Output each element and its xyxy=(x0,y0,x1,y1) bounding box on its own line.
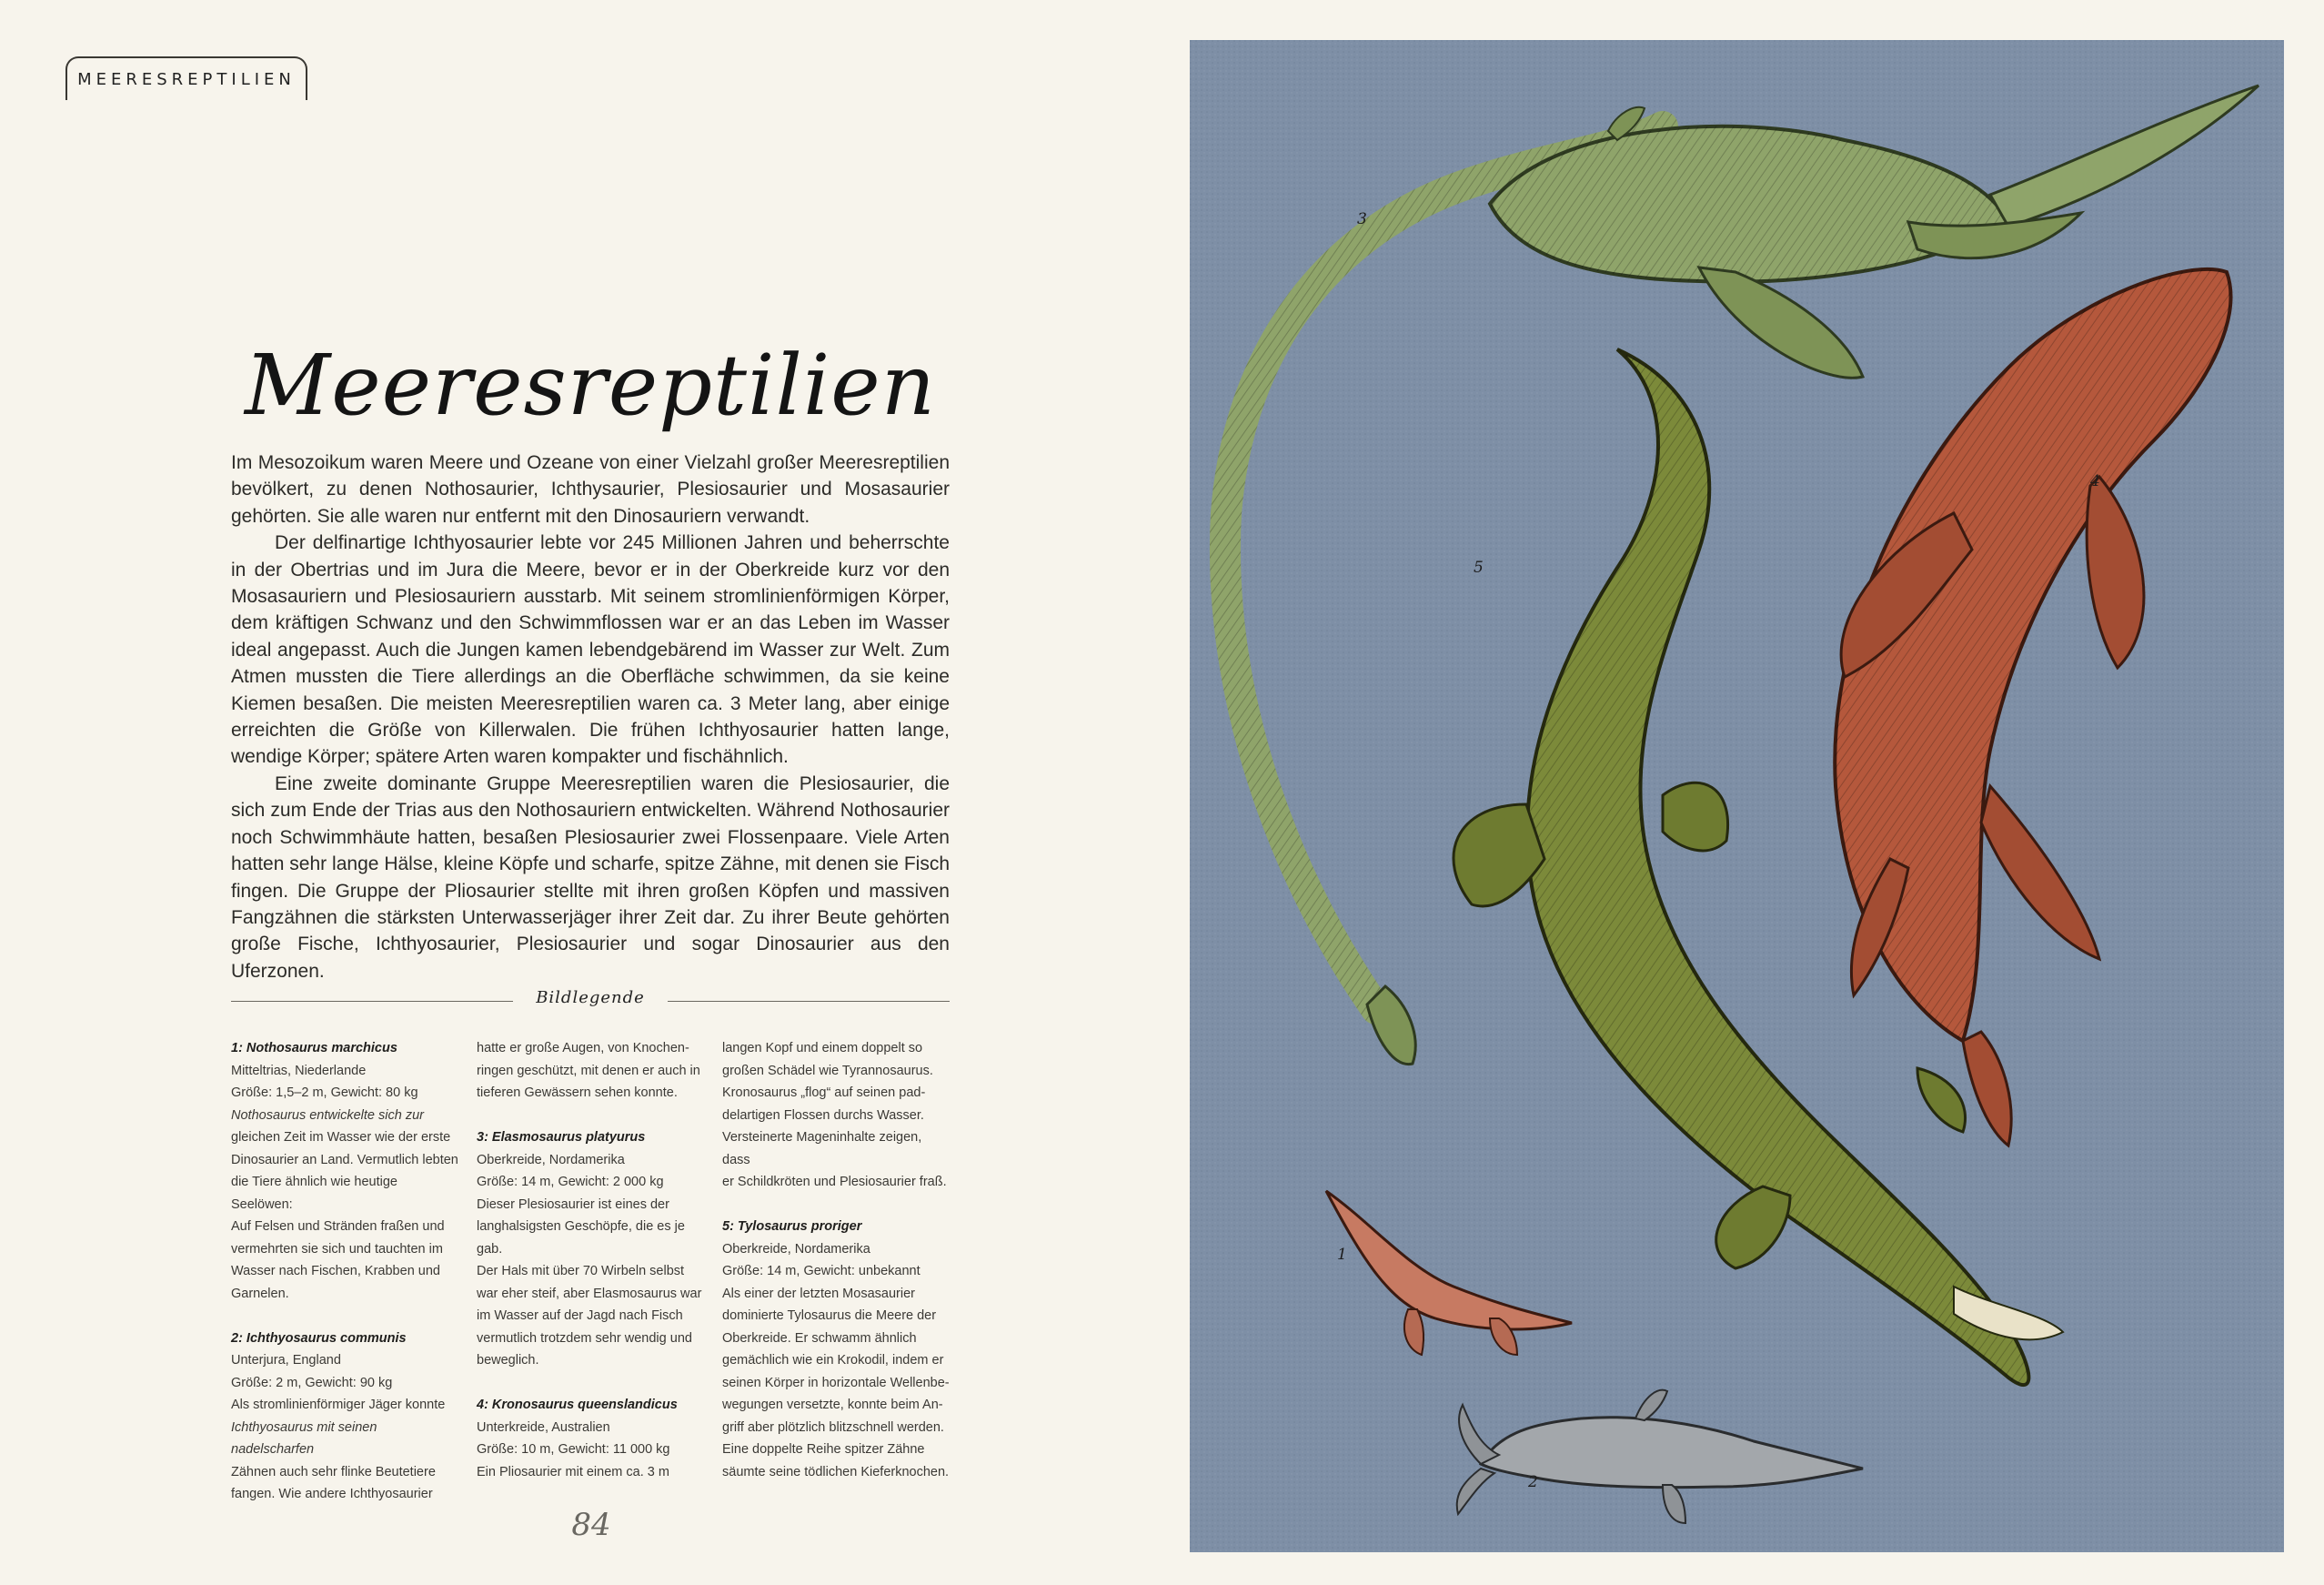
illustration-plate xyxy=(1190,40,2284,1552)
legend-column-2 xyxy=(477,1037,704,1506)
legend-line: Größe: 1,5–2 m, Gewicht: 80 kg xyxy=(231,1085,418,1100)
legend-line: Nothosaurus entwickelte sich zur xyxy=(231,1107,424,1123)
legend-line: Oberkreide, Nordamerika xyxy=(722,1241,870,1257)
paragraph-3: Eine zweite dominante Gruppe Meeresreptilien waren die Plesiosaurier, die sich zum Ende der Trias aus den Nothosauriern entwickelten. Während Nothosaurier noch Schwimmhäute hatten, besaßen Plesiosaurier zwei Flossenpaare. Viele Arten hatten sehr lange Hälse, kleine Köpfe und scharfe, spitze Zähne, mit denen sie Fisch fingen. Die Gruppe der Pliosaurier stellte mit ihren großen Köpfen und massiven Fangzähnen die stärksten Unterwasserjäger ihrer Zeit dar. Zu ihrer Beute gehörten große Fische, Ichthyosaurier, Plesiosaurier und sogar Dinosaurier aus den Uferzonen. xyxy=(231,772,950,982)
legend-line: Dieser Plesiosaurier ist eines der xyxy=(477,1196,669,1212)
legend-line: hatte er große Augen, von Knochen- xyxy=(477,1041,689,1055)
legend-line: säumte seine tödlichen Kieferknochen. xyxy=(722,1464,950,1479)
legend-line: Größe: 14 m, Gewicht: 2 000 kg xyxy=(477,1175,664,1189)
legend-line: Größe: 10 m, Gewicht: 11 000 kg xyxy=(477,1442,670,1457)
legend-entry-1 xyxy=(231,1037,458,1305)
legend-line: ringen geschützt, mit denen er auch in xyxy=(477,1063,700,1078)
legend-line: großen Schädel wie Tyrannosaurus. xyxy=(722,1063,933,1078)
legend-entry-2 xyxy=(231,1328,458,1506)
legend-line: delartigen Flossen durchs Wasser. xyxy=(722,1107,924,1123)
legend-line: tieferen Gewässern sehen konnte. xyxy=(477,1085,678,1100)
legend-line: vermehrten sie sich und tauchten im xyxy=(231,1241,443,1257)
legend-line: Der Hals mit über 70 Wirbeln selbst xyxy=(477,1264,685,1278)
legend-entry-4-cont xyxy=(722,1037,950,1194)
section-tab xyxy=(65,56,307,100)
legend-entry-heading: 4: Kronosaurus queenslandicus xyxy=(477,1398,678,1412)
figure-label-3: 3 xyxy=(1357,210,1367,228)
legend-entry-heading: 1: Nothosaurus marchicus xyxy=(231,1041,397,1055)
legend-line: langhalsigsten Geschöpfe, die es je gab. xyxy=(477,1219,685,1257)
legend-line: griff aber plötzlich blitzschnell werden. xyxy=(722,1419,944,1435)
legend-line: Größe: 2 m, Gewicht: 90 kg xyxy=(231,1375,393,1390)
figure-label-4: 4 xyxy=(2090,472,2100,490)
legend-line: Eine doppelte Reihe spitzer Zähne xyxy=(722,1442,925,1457)
legend-line: Mitteltrias, Niederlande xyxy=(231,1063,367,1078)
legend-entry-3 xyxy=(477,1126,704,1372)
legend-entry-heading: 2: Ichthyosaurus communis xyxy=(231,1330,407,1346)
figure-label-5: 5 xyxy=(1474,559,1484,577)
legend-line: Unterkreide, Australien xyxy=(477,1419,610,1435)
legend-line: dominierte Tylosaurus die Meere der xyxy=(722,1308,937,1323)
legend-line: wegungen versetzte, konnte beim An- xyxy=(722,1398,943,1412)
legend-line: gemächlich wie ein Krokodil, indem er xyxy=(722,1353,944,1368)
legend-line: er Schildkröten und Plesiosaurier fraß. xyxy=(722,1175,947,1189)
legend-line: Oberkreide, Nordamerika xyxy=(477,1152,625,1167)
paragraph-1: Im Mesozoikum waren Meere und Ozeane von einer Vielzahl großer Meeresreptilien bevölkert, zu denen Nothosaurier, Ichthysaurier, Plesiosaurier und Mosasaurier gehörten. Sie alle waren nur entfernt mit den Dinosauriern verwandt. xyxy=(231,452,950,527)
legend-line: im Wasser auf der Jagd nach Fisch xyxy=(477,1308,683,1323)
page-title: Meeresreptilien xyxy=(245,337,936,434)
illustration-svg xyxy=(1190,40,2284,1552)
legend-entry-4 xyxy=(477,1394,704,1483)
legend-line: Kronosaurus „flog“ auf seinen pad- xyxy=(722,1085,926,1100)
legend-column-1 xyxy=(231,1037,458,1528)
legend-line: vermutlich trotzdem sehr wendig und xyxy=(477,1330,692,1346)
legend-line: Zähnen auch sehr flinke Beutetiere xyxy=(231,1464,436,1479)
legend-rule-right xyxy=(668,1001,950,1002)
paragraph-2: Der delfinartige Ichthyosaurier lebte vor 245 Millionen Jahren und beherrschte in der Obertrias und im Jura die Meere, bevor er in der Oberkreide kurz vor den Mosasauriern und Plesiosauriern ausstarb. Mit seinem stromlinienförmigen Körper, dem kräftigen Schwanz und den Schwimmflossen war er an das Leben im Wasser ideal angepasst. Auch die Jungen kamen lebendgebärend im Wasser zur Welt. Zum Atmen mussten die Tiere allerdings an die Oberfläche schwimmen, da sie keine Kiemen besaßen. Die meisten Meeresreptilien waren ca. 3 Meter lang, aber einige erreichten die Größe von Killerwalen. Die frühen Ichthyosaurier hatten lange, wendige Körper; spätere Arten waren kompakter und fischähnlich. xyxy=(231,532,950,768)
legend-line: Wasser nach Fischen, Krabben und xyxy=(231,1264,440,1278)
legend-column-3 xyxy=(722,1037,950,1506)
legend-entry-5 xyxy=(722,1216,950,1483)
legend-line: Unterjura, England xyxy=(231,1353,341,1368)
legend-heading xyxy=(231,988,950,1015)
legend-line: Als einer der letzten Mosasaurier xyxy=(722,1286,915,1301)
legend-line: Größe: 14 m, Gewicht: unbekannt xyxy=(722,1264,921,1278)
legend-line: die Tiere ähnlich wie heutige Seelöwen: xyxy=(231,1175,397,1212)
body-text xyxy=(231,449,950,984)
legend-line: Auf Felsen und Stränden fraßen und xyxy=(231,1219,445,1234)
legend-line: beweglich. xyxy=(477,1353,539,1368)
legend-line: fangen. Wie andere Ichthyosaurier xyxy=(231,1487,433,1501)
section-tab-label: MEERESREPTILIEN xyxy=(77,69,296,89)
legend-entry-heading: 3: Elasmosaurus platyurus xyxy=(477,1130,646,1145)
legend-line: gleichen Zeit im Wasser wie der erste xyxy=(231,1130,451,1145)
legend-entry-heading: 5: Tylosaurus proriger xyxy=(722,1219,862,1234)
figure-label-1: 1 xyxy=(1337,1246,1347,1264)
legend-line: seinen Körper in horizontale Wellenbe- xyxy=(722,1375,950,1390)
legend-line: Ein Pliosaurier mit einem ca. 3 m xyxy=(477,1464,669,1479)
figure-label-2: 2 xyxy=(1528,1473,1538,1491)
legend-line: Als stromlinienförmiger Jäger konnte xyxy=(231,1398,446,1412)
legend-line: Oberkreide. Er schwamm ähnlich xyxy=(722,1330,917,1346)
legend-line: Versteinerte Mageninhalte zeigen, dass xyxy=(722,1130,922,1167)
legend-title: Bildlegende xyxy=(536,988,645,1007)
legend-line: Dinosaurier an Land. Vermutlich lebten xyxy=(231,1152,458,1167)
legend-line: Garnelen. xyxy=(231,1286,289,1301)
legend-entry-2-cont xyxy=(477,1037,704,1105)
legend-line: war eher steif, aber Elasmosaurus war xyxy=(477,1286,702,1301)
legend-line: langen Kopf und einem doppelt so xyxy=(722,1041,923,1055)
page-number: 84 xyxy=(571,1507,611,1543)
legend-line: Ichthyosaurus mit seinen nadelscharfen xyxy=(231,1419,377,1457)
